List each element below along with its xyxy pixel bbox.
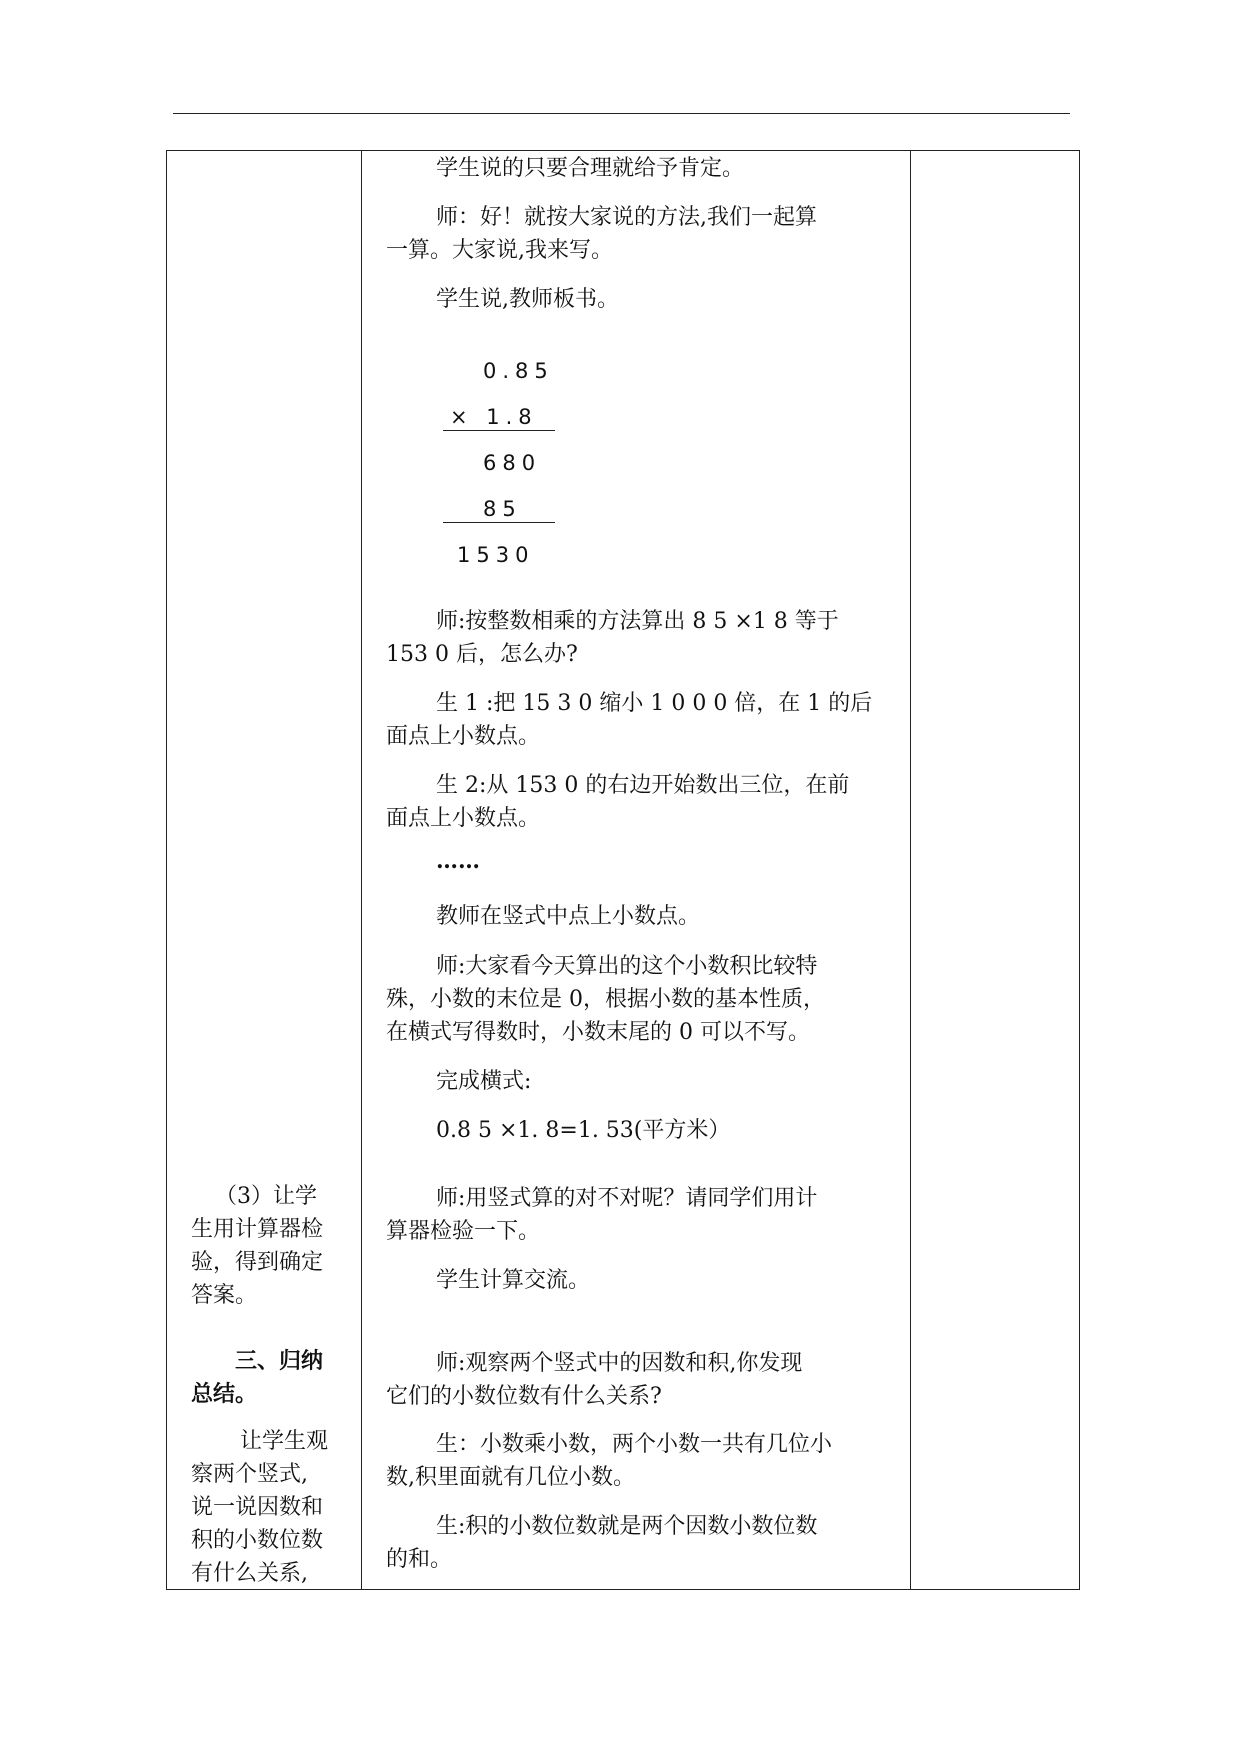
paragraph-teacher-1-line-2: 一算。大家说,我来写。 bbox=[386, 238, 613, 263]
section-heading-line-2: 总结。 bbox=[191, 1381, 258, 1407]
paragraph-teacher-2-line-2: 153 0 后，怎么办? bbox=[386, 642, 578, 667]
paragraph-teacher-3-line-2: 殊，小数的末位是 0，根据小数的基本性质， bbox=[386, 987, 825, 1012]
calc-partial-2: 85 bbox=[483, 497, 522, 521]
paragraph-student2-line-2: 面点上小数点。 bbox=[386, 806, 541, 831]
paragraph-teacher-4-line-2: 算器检验一下。 bbox=[386, 1219, 541, 1244]
step3-line-3: 验，得到确定 bbox=[191, 1250, 324, 1275]
calc-multiplicand: 0.85 bbox=[483, 359, 554, 383]
note-line-4: 积的小数位数 bbox=[191, 1528, 324, 1553]
paragraph-teacher-2-line-1: 师:按整数相乘的方法算出 8 5 ×1 8 等于 bbox=[436, 609, 839, 634]
paragraph-teacher-4-line-1: 师:用竖式算的对不对呢？请同学们用计 bbox=[436, 1186, 818, 1211]
calc-line-1 bbox=[443, 430, 555, 431]
paragraph-board: 学生说,教师板书。 bbox=[436, 287, 619, 312]
step3-line-2: 生用计算器检 bbox=[191, 1217, 324, 1242]
paragraph-teacher-5-line-2: 它们的小数位数有什么关系? bbox=[386, 1384, 662, 1409]
paragraph-student2-line-1: 生 2:从 153 0 的右边开始数出三位，在前 bbox=[436, 773, 850, 798]
note-line-5: 有什么关系, bbox=[191, 1561, 308, 1586]
paragraph-complete: 完成横式: bbox=[436, 1069, 532, 1094]
paragraph-affirm: 学生说的只要合理就给予肯定。 bbox=[436, 156, 745, 181]
paragraph-teacher-3-line-1: 师:大家看今天算出的这个小数积比较特 bbox=[436, 954, 818, 979]
paragraph-teacher-1-line-1: 师：好！就按大家说的方法,我们一起算 bbox=[436, 205, 817, 230]
paragraph-teacher-5-line-1: 师:观察两个竖式中的因数和积,你发现 bbox=[436, 1351, 803, 1376]
equation-result: 0.8 5 ×1. 8=1. 53(平方米） bbox=[436, 1118, 731, 1143]
note-line-2: 察两个竖式, bbox=[191, 1462, 308, 1487]
column-divider-1 bbox=[361, 151, 362, 1589]
paragraph-decimal-point: 教师在竖式中点上小数点。 bbox=[436, 904, 701, 929]
paragraph-student1-line-2: 面点上小数点。 bbox=[386, 724, 541, 749]
paragraph-exchange: 学生计算交流。 bbox=[436, 1268, 591, 1293]
column-divider-2 bbox=[910, 151, 911, 1589]
paragraph-student4-line-2: 的和。 bbox=[386, 1547, 453, 1572]
step3-line-1: （3）让学 bbox=[215, 1184, 317, 1209]
calc-multiplier: × 1.8 bbox=[450, 405, 538, 429]
header-rule bbox=[173, 113, 1070, 114]
paragraph-student4-line-1: 生:积的小数位数就是两个因数小数位数 bbox=[436, 1514, 818, 1539]
paragraph-student1-line-1: 生 1 :把 15 3 0 缩小 1 0 0 0 倍，在 1 的后 bbox=[436, 691, 873, 716]
note-line-3: 说一说因数和 bbox=[191, 1495, 324, 1520]
section-heading-line-1: 三、归纳 bbox=[235, 1348, 324, 1374]
paragraph-student3-line-1: 生：小数乘小数，两个小数一共有几位小 bbox=[436, 1432, 833, 1457]
calc-result: 1530 bbox=[457, 543, 535, 567]
ellipsis: …… bbox=[436, 848, 480, 874]
calc-partial-1: 680 bbox=[483, 451, 542, 475]
step3-line-4: 答案。 bbox=[191, 1283, 258, 1308]
calc-line-2 bbox=[443, 522, 555, 523]
note-line-1: 让学生观 bbox=[240, 1429, 329, 1454]
paragraph-teacher-3-line-3: 在横式写得数时，小数末尾的 0 可以不写。 bbox=[386, 1020, 810, 1045]
paragraph-student3-line-2: 数,积里面就有几位小数。 bbox=[386, 1465, 635, 1490]
